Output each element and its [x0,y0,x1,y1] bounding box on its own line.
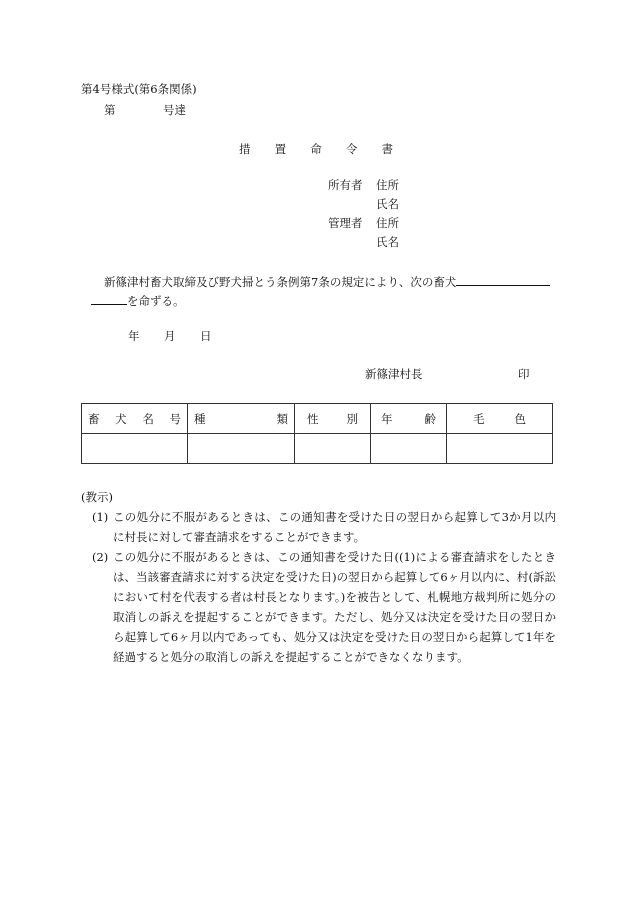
order-blank-line [91,293,127,305]
instruction-text: この処分に不服があるときは、この通知書を受けた日((1)による審査請求をしたときは、当該審査請求に対する決定を受けた日)の翌日から起算して6ヶ月以内に、村(訴訟において村を代表する者は村長となります。)を被告として、札幌地方裁判所に処分の取消しの訴えを提起することができます。ただし、処分又は決定を受けた日の翌日から起算して6ヶ月以内であっても、処分又は決定を受けた日の翌日から起算して1年を経過すると処分の取消しの訴えを提起することができなくなります。 [113,550,556,664]
owner-label: 所有者 [328,178,363,192]
body-text: 新篠津村畜犬取締及び野犬掃とう条例第7条の規定により、次の畜犬 [104,275,457,289]
table-row [82,434,553,464]
table-header-row [82,404,553,434]
header-sex [295,404,371,434]
date-year: 年 [128,329,140,343]
header-char: 畜 [88,411,100,426]
instruction-item [81,547,556,667]
header-char: 毛 [473,411,485,426]
header-char: 類 [276,411,288,426]
cell-coat-color[interactable] [447,434,553,464]
header-char: 性 [307,411,319,426]
instruction-number: (2) [92,550,109,564]
dog-info-table [81,403,553,464]
instruction-number: (1) [92,510,109,524]
cell-age[interactable] [371,434,447,464]
title-char: 書 [381,142,393,156]
header-age [371,404,447,434]
instruction-text: この処分に不服があるときは、この通知書を受けた日の翌日から起算して3か月以内に村長に対して審査請求をすることができます。 [113,510,556,544]
cell-sex[interactable] [295,434,371,464]
title-char: 命 [310,142,322,156]
title-char: 措 [239,142,251,156]
body-suffix: を命ずる。 [127,294,185,308]
header-char: 犬 [115,411,127,426]
title-char: 置 [274,142,287,156]
header-char: 種 [194,411,206,426]
instruction-item [81,507,556,547]
header-coat-color [447,404,553,434]
header-breed [188,404,295,434]
header-char: 別 [346,411,358,426]
header-char: 齢 [424,411,436,426]
instructions-heading: (教示) [81,490,113,504]
cell-breed[interactable] [188,434,295,464]
cell-dog-name[interactable] [82,434,188,464]
header-dog-name [82,404,188,434]
manager-address-label: 住所 [376,216,399,230]
manager-label: 管理者 [328,216,363,230]
body-line-1 [104,274,550,289]
header-char: 名 [142,411,154,426]
header-char: 色 [514,411,526,426]
body-line-2 [91,293,185,308]
doc-number-suffix: 号達 [163,103,186,117]
owner-address-label: 住所 [376,178,399,192]
dog-blank-line [456,274,550,286]
header-char: 号 [169,411,181,426]
doc-number-prefix: 第 [104,103,116,117]
owner-name-label: 氏名 [376,197,399,211]
form-label: 第4号様式(第6条関係) [81,82,197,96]
date-day: 日 [200,329,212,343]
document-title [239,144,393,156]
manager-name-label: 氏名 [376,235,399,249]
date-month: 月 [164,329,176,343]
seal-mark: 印 [518,367,530,381]
title-char: 令 [345,142,358,156]
header-char: 年 [381,411,393,426]
instructions-section [81,487,556,667]
issuer-name: 新篠津村長 [365,367,423,381]
